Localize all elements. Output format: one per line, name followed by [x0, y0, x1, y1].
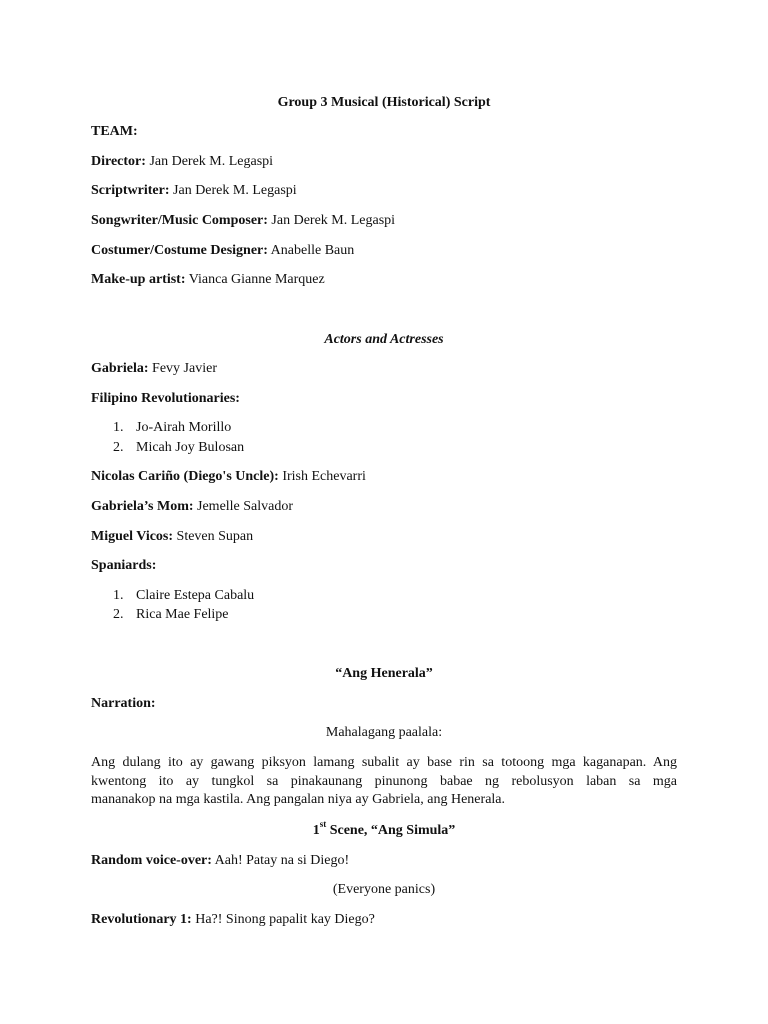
team-songwriter: Songwriter/Music Composer: Jan Derek M. Legaspi: [91, 213, 396, 228]
spaniards-heading: Spaniards:: [91, 558, 157, 573]
list-number: 1.: [113, 420, 124, 435]
script-line: Random voice-over: Aah! Patay na si Diego!: [91, 853, 350, 868]
list-text: Rica Mae Felipe: [136, 607, 229, 622]
cast-gabriela: Gabriela: Fevy Javier: [91, 361, 217, 376]
team-scriptwriter: Scriptwriter: Jan Derek M. Legaspi: [91, 183, 297, 198]
list-text: Micah Joy Bulosan: [136, 440, 245, 455]
team-heading: TEAM:: [91, 124, 138, 139]
team-makeup: Make-up artist: Vianca Gianne Marquez: [91, 272, 325, 287]
paragraph-line: kwentong ito ay tungkol sa pinakaunang pinunong babae ng rebolusyon laban sa mga: [91, 773, 677, 789]
cast-miguel: Miguel Vicos: Steven Supan: [91, 529, 254, 544]
team-director: Director: Jan Derek M. Legaspi: [91, 154, 274, 169]
stage-direction: (Everyone panics): [332, 882, 436, 897]
script-line: Revolutionary 1: Ha?! Sinong papalit kay Diego?: [91, 912, 375, 927]
paragraph-line: mananakop na mga kastila. Ang pangalan niya ay Gabriela, ang Henerala.: [91, 792, 506, 807]
play-title: “Ang Henerala”: [335, 666, 433, 681]
cast-mom: Gabriela’s Mom: Jemelle Salvador: [91, 499, 294, 514]
list-number: 2.: [113, 607, 124, 622]
document-title: Group 3 Musical (Historical) Script: [277, 95, 491, 110]
narration-paragraph: [91, 754, 677, 810]
cast-heading: Actors and Actresses: [324, 332, 444, 347]
cast-nicolas: Nicolas Cariño (Diego's Uncle): Irish Echevarri: [91, 469, 366, 484]
revolutionaries-heading: Filipino Revolutionaries:: [91, 391, 240, 406]
narration-heading: Narration:: [91, 696, 156, 711]
reminder-line: Mahalagang paalala:: [325, 725, 443, 740]
scene-heading: 1st Scene, “Ang Simula”: [312, 819, 456, 838]
list-text: Jo-Airah Morillo: [136, 420, 232, 435]
list-number: 1.: [113, 588, 124, 603]
list-text: Claire Estepa Cabalu: [136, 588, 255, 603]
paragraph-line: Ang dulang ito ay gawang piksyon lamang subalit ay base rin sa totoong mga kaganapan. Ang: [91, 755, 677, 770]
team-costumer: Costumer/Costume Designer: Anabelle Baun: [91, 243, 355, 258]
list-number: 2.: [113, 440, 124, 455]
